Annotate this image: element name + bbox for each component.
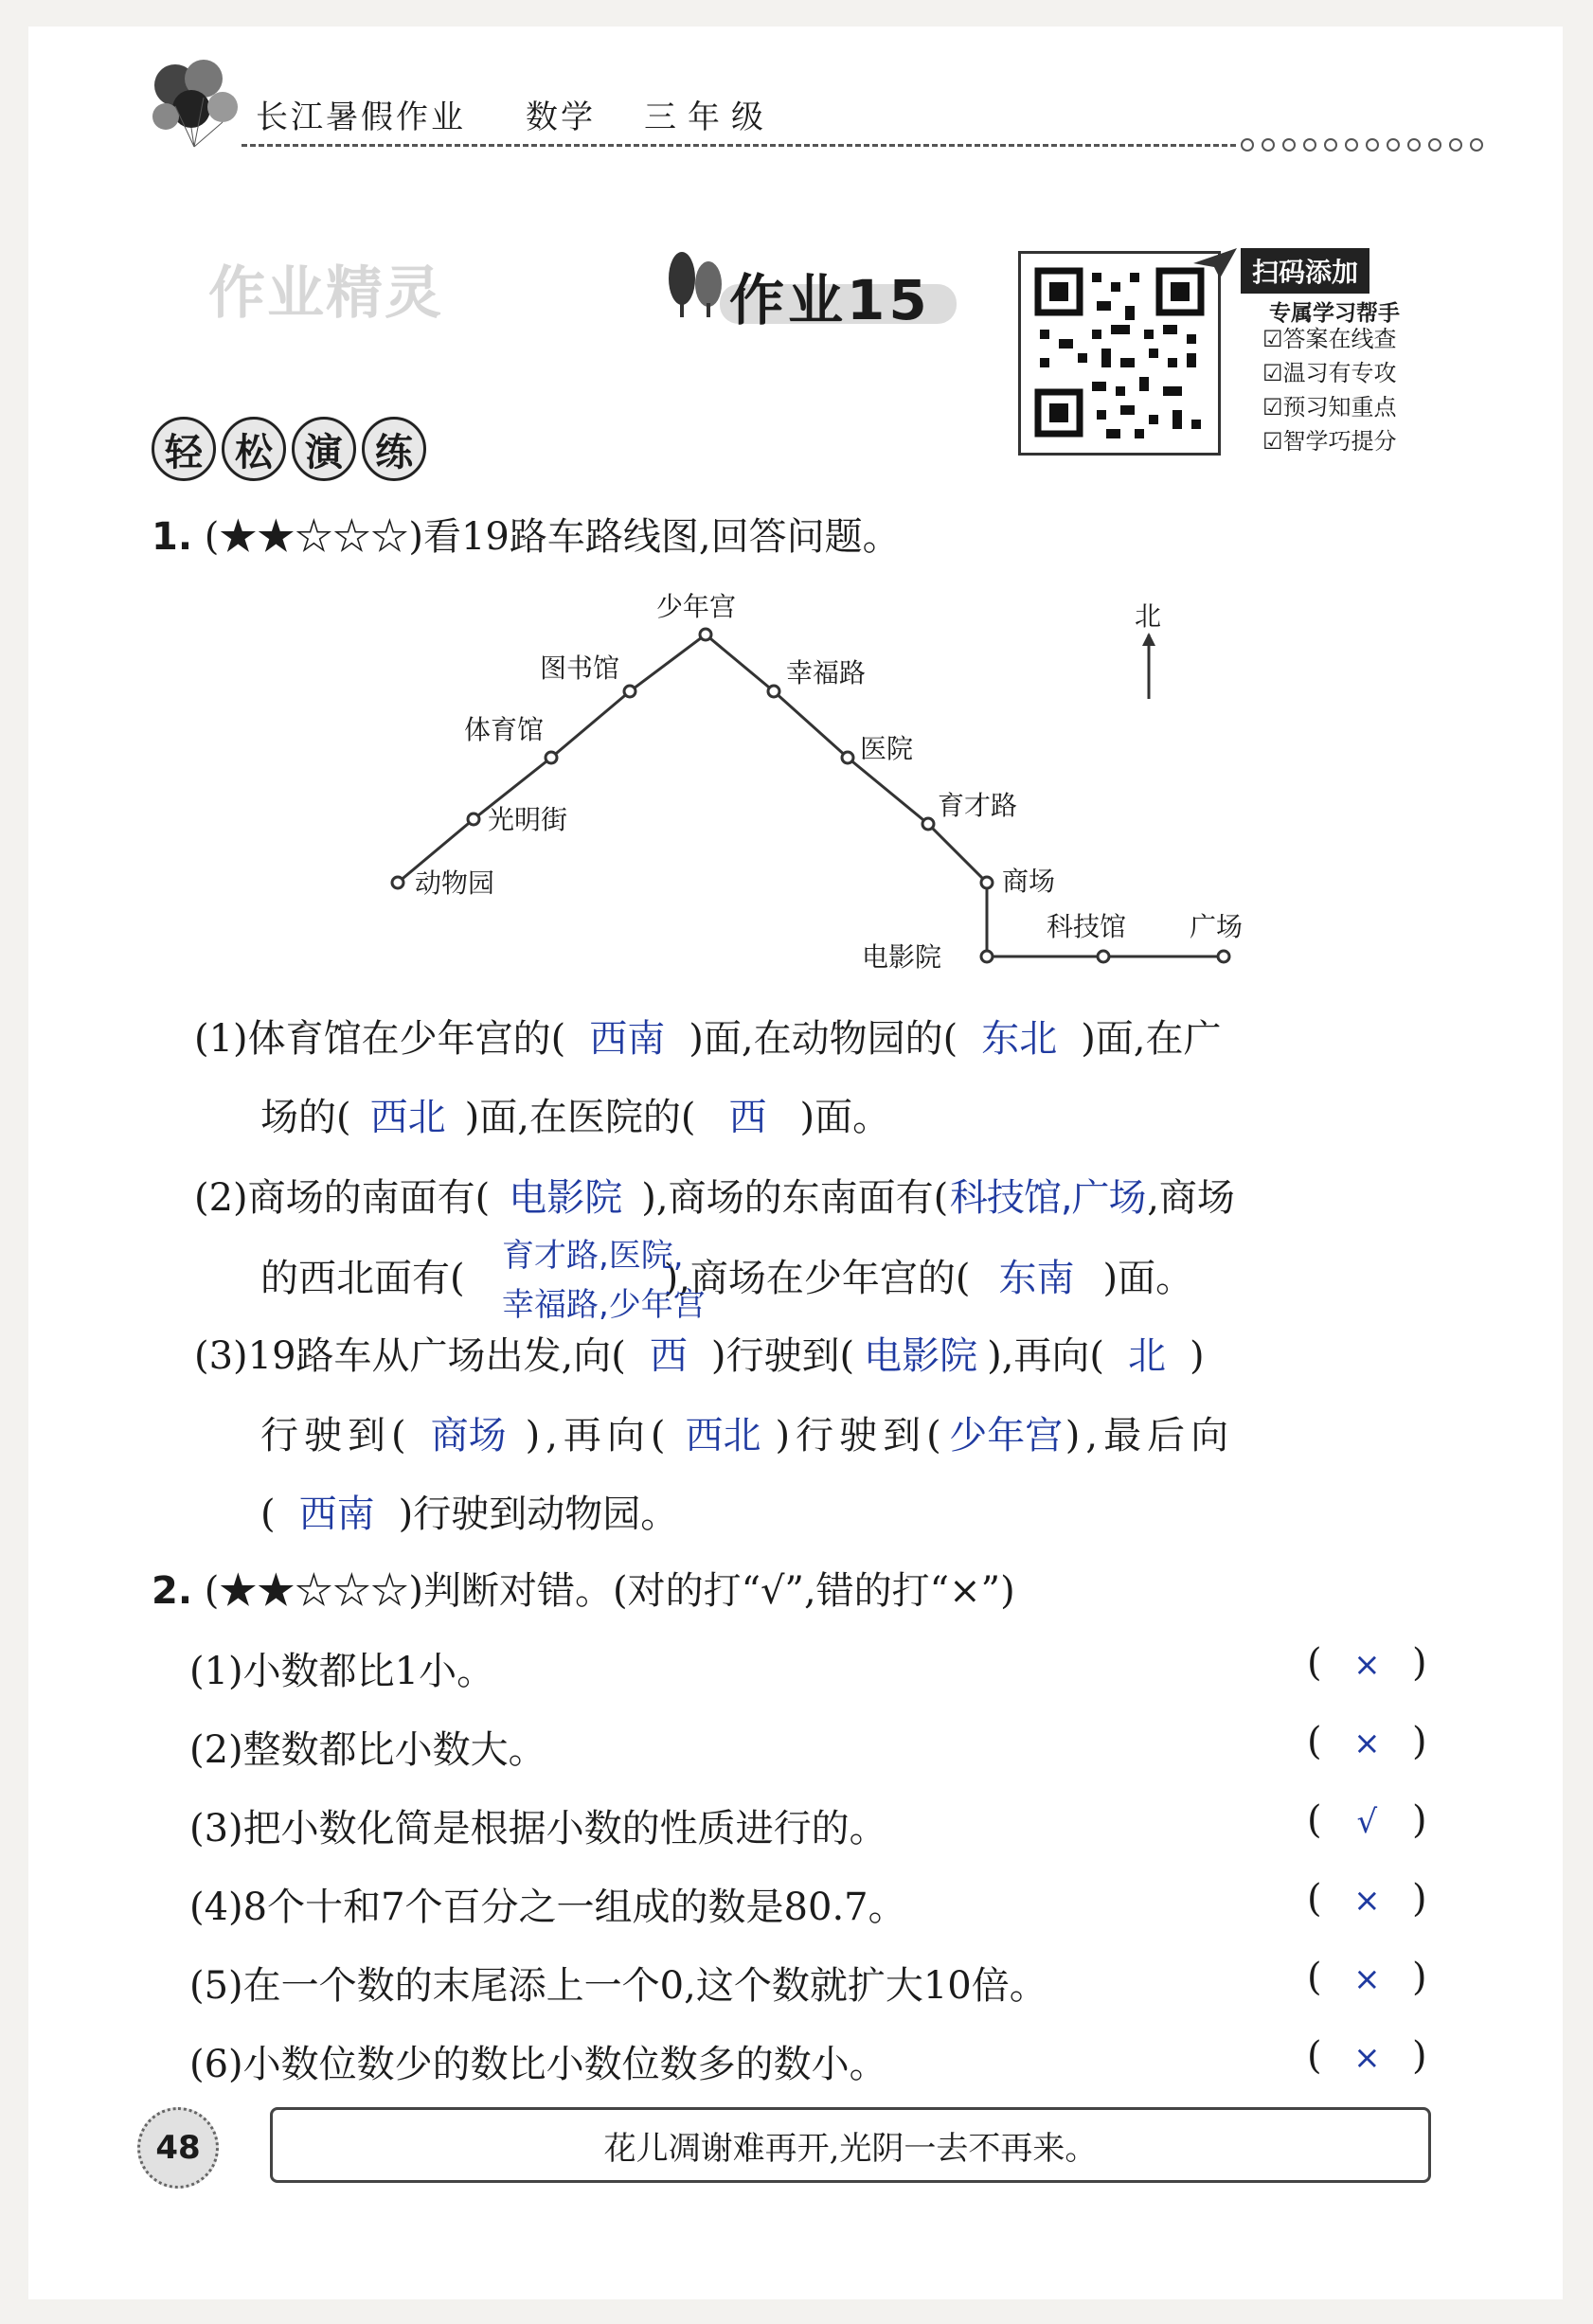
difficulty-stars: (★★☆☆☆) bbox=[204, 515, 423, 559]
judge-answer-1: ( × ) bbox=[1307, 1641, 1427, 1685]
text: ),商场的东南面有( bbox=[641, 1176, 949, 1220]
answer: 科技馆,广场 bbox=[949, 1176, 1146, 1220]
stop-label: 光明街 bbox=[488, 804, 568, 835]
answer: 幸福路,少年宫 bbox=[502, 1286, 706, 1324]
trees-icon bbox=[663, 248, 729, 319]
answer: 少年宫 bbox=[949, 1414, 1064, 1457]
text: (2)商场的南面有( bbox=[194, 1176, 491, 1220]
judge-item-1: (1)小数都比1小。 bbox=[189, 1650, 495, 1693]
text: )行驶到( bbox=[775, 1414, 947, 1457]
stop-label: 科技馆 bbox=[1047, 911, 1127, 942]
answer-mark: × bbox=[1353, 2039, 1381, 2077]
north-label: 北 bbox=[1135, 600, 1162, 632]
stop-label: 幸福路 bbox=[786, 657, 867, 688]
balloons-icon bbox=[142, 52, 246, 152]
question-text: 看19路车路线图,回答问题。 bbox=[422, 515, 901, 559]
judge-answer-5: ( × ) bbox=[1307, 1956, 1427, 1999]
q1-part3-line1 bbox=[194, 1326, 1205, 1380]
section-title bbox=[152, 417, 426, 481]
q1-part1-line2 bbox=[260, 1087, 890, 1141]
answer: 西南 bbox=[298, 1493, 375, 1536]
qr-tag: 扫码添加 bbox=[1241, 248, 1369, 294]
answer: 西北 bbox=[685, 1414, 761, 1457]
stop-marker bbox=[1218, 951, 1229, 962]
stop-label: 少年宫 bbox=[656, 591, 737, 622]
qr-feature: ☑ 预习知重点 bbox=[1262, 390, 1397, 424]
section-char: 松 bbox=[222, 417, 286, 481]
stop-label: 育才路 bbox=[938, 790, 1018, 821]
text: 场的( bbox=[260, 1096, 351, 1139]
answer-mark: √ bbox=[1356, 1803, 1378, 1841]
q1-part3-line3 bbox=[260, 1484, 678, 1538]
stop-marker bbox=[922, 818, 934, 830]
answer: 西北 bbox=[369, 1096, 446, 1139]
judge-answer-2: ( × ) bbox=[1307, 1720, 1427, 1763]
q1-part2-line2 bbox=[260, 1248, 1193, 1302]
stop-marker bbox=[392, 877, 403, 888]
text: 的西北面有( bbox=[260, 1257, 465, 1300]
answer: 电影院 bbox=[864, 1334, 978, 1378]
stop-marker bbox=[1098, 951, 1109, 962]
stop-label: 体育馆 bbox=[464, 714, 545, 745]
stop-marker bbox=[700, 629, 711, 640]
route-map bbox=[360, 578, 1307, 975]
text: ),再向( bbox=[525, 1414, 671, 1457]
text: (3)19路车从广场出发,向( bbox=[194, 1334, 626, 1378]
text: ),再向( bbox=[987, 1334, 1105, 1378]
judge-item-6: (6)小数位数少的数比小数位数多的数小。 bbox=[189, 2043, 887, 2086]
answer-mark: × bbox=[1353, 1646, 1381, 1684]
stop-label: 广场 bbox=[1190, 911, 1244, 942]
page-number: 48 bbox=[137, 2107, 219, 2189]
answer-mark: × bbox=[1353, 1725, 1381, 1762]
judge-item-5: (5)在一个数的末尾添上一个0,这个数就扩大10倍。 bbox=[189, 1964, 1047, 2008]
qr-pattern-icon bbox=[1021, 254, 1218, 453]
stop-label: 医院 bbox=[860, 733, 914, 764]
subject-label: 数学 bbox=[526, 98, 596, 136]
qr-code[interactable] bbox=[1018, 251, 1221, 456]
judge-item-2: (2)整数都比小数大。 bbox=[189, 1728, 546, 1772]
answer: 电影院 bbox=[509, 1176, 623, 1220]
answer: 西 bbox=[728, 1096, 767, 1139]
question-text: 判断对错。(对的打“√”,错的打“×”) bbox=[422, 1569, 1015, 1613]
stop-marker bbox=[842, 752, 853, 763]
answer-mark: × bbox=[1353, 1882, 1381, 1920]
header-dots bbox=[1241, 138, 1483, 152]
section-char: 练 bbox=[362, 417, 426, 481]
text: ,商场 bbox=[1147, 1176, 1235, 1220]
text: )面。 bbox=[1102, 1257, 1194, 1300]
text: 行驶到( bbox=[260, 1414, 412, 1457]
judge-answer-3: ( √ ) bbox=[1307, 1798, 1427, 1842]
answer: 西南 bbox=[589, 1017, 666, 1061]
section-char: 演 bbox=[292, 417, 356, 481]
answer: 育才路,医院, bbox=[502, 1237, 684, 1275]
stop-marker bbox=[624, 686, 635, 697]
homework-title: 作业15 bbox=[729, 268, 931, 332]
text: ( bbox=[260, 1493, 276, 1536]
q1-part2-line1 bbox=[194, 1168, 1235, 1222]
text: )行驶到动物园。 bbox=[398, 1493, 679, 1536]
text: ) bbox=[1190, 1334, 1205, 1378]
qr-feature: ☑ 智学巧提分 bbox=[1262, 424, 1397, 458]
stop-marker bbox=[981, 951, 993, 962]
text: ),商场在少年宫的( bbox=[663, 1257, 971, 1300]
stop-label: 电影院 bbox=[862, 941, 942, 973]
north-arrowhead-icon bbox=[1142, 633, 1155, 646]
section-char: 轻 bbox=[152, 417, 216, 481]
stop-marker bbox=[981, 877, 993, 888]
text: ),最后向 bbox=[1065, 1414, 1235, 1457]
answer: 商场 bbox=[430, 1414, 507, 1457]
motto-text: 花儿凋谢难再开,光阴一去不再来。 bbox=[603, 2129, 1098, 2168]
stop-marker bbox=[768, 686, 779, 697]
question-1-heading bbox=[152, 507, 901, 561]
text: )行驶到( bbox=[710, 1334, 855, 1378]
question-number: 1. bbox=[152, 515, 193, 559]
text: (1)体育馆在少年宫的( bbox=[194, 1017, 566, 1061]
qr-subtitle: 专属学习帮手 bbox=[1269, 301, 1400, 326]
answer: 东北 bbox=[981, 1017, 1058, 1061]
answer-mark: × bbox=[1353, 1960, 1381, 1998]
text: )面,在医院的( bbox=[464, 1096, 696, 1139]
text: )面,在广 bbox=[1081, 1017, 1222, 1061]
question-2-heading bbox=[152, 1561, 1015, 1615]
grade-label: 三年级 bbox=[644, 98, 775, 136]
qr-feature: ☑ 答案在线查 bbox=[1262, 322, 1397, 356]
motto-banner bbox=[270, 2107, 1431, 2183]
text: )面,在动物园的( bbox=[689, 1017, 958, 1061]
header-divider bbox=[242, 144, 1236, 147]
answer: 东南 bbox=[998, 1257, 1075, 1300]
stop-marker bbox=[468, 813, 479, 825]
stop-marker bbox=[546, 752, 557, 763]
judge-answer-4: ( × ) bbox=[1307, 1877, 1427, 1921]
stop-label: 商场 bbox=[1002, 866, 1056, 897]
answer: 北 bbox=[1128, 1334, 1167, 1378]
q1-part1-line1 bbox=[194, 1009, 1222, 1063]
book-title: 长江暑假作业 bbox=[256, 98, 466, 136]
stop-label: 动物园 bbox=[415, 867, 495, 899]
difficulty-stars: (★★☆☆☆) bbox=[204, 1569, 423, 1613]
paper-plane-icon bbox=[1191, 244, 1239, 282]
watermark-text: 作业精灵 bbox=[208, 260, 443, 327]
qr-feature: ☑ 温习有专攻 bbox=[1262, 356, 1397, 390]
text: )面。 bbox=[799, 1096, 891, 1139]
qr-feature-list bbox=[1262, 322, 1397, 458]
question-number: 2. bbox=[152, 1569, 193, 1613]
judge-item-4: (4)8个十和7个百分之一组成的数是80.7。 bbox=[189, 1886, 906, 1929]
judge-answer-6: ( × ) bbox=[1307, 2034, 1427, 2078]
q1-part3-line2 bbox=[260, 1405, 1234, 1459]
judge-item-3: (3)把小数化简是根据小数的性质进行的。 bbox=[189, 1807, 887, 1850]
answer: 西 bbox=[649, 1334, 688, 1378]
stop-label: 图书馆 bbox=[540, 653, 620, 684]
